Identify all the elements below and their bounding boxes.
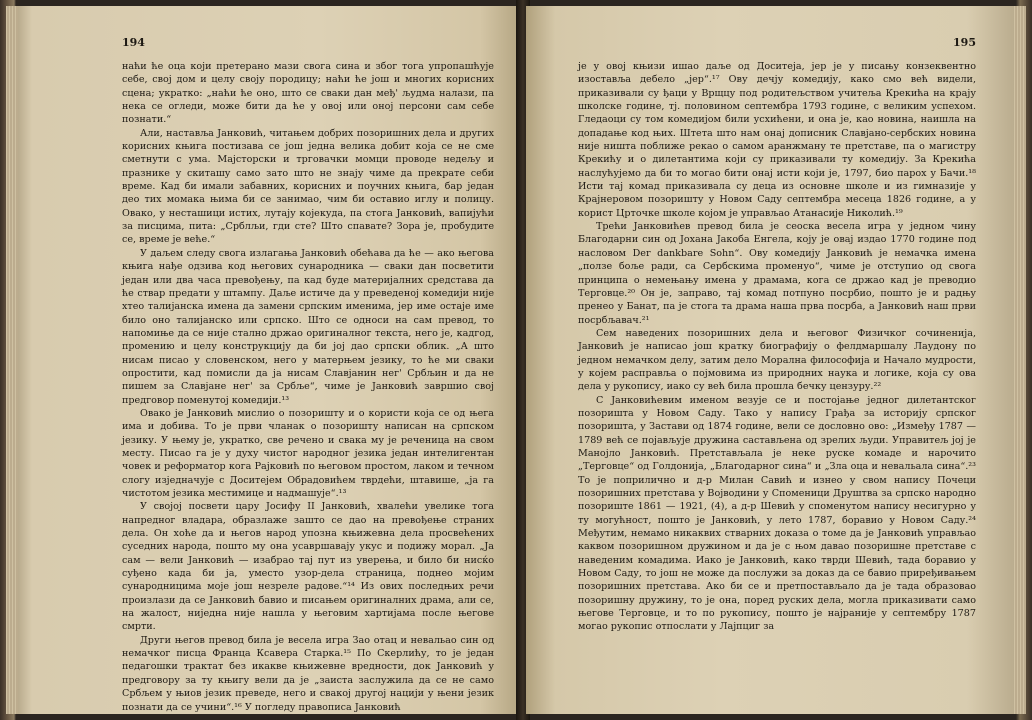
- paragraph: наћи ће оца који претерано мази свога сина и због тога упропашћује себе, свој дом и целу своју породицу; наћи ће још и многих корисних сцена; укратко: „наћи ће оно, што се сваки дан међ' људма налази, па нека се огледи, може бити да ће у овој или оној персони сам себе познати.“: [122, 61, 494, 126]
- paragraph: је у овој књизи ишао даље од Доситеја, јер је у писању конзеквентно изоставља дебело „јер“.¹⁷ Ову дечју комедију, како смо већ видели, приказивали су ђаци у Врщцу под родитељством учитеља Крекића на крају школске године, тј. половином септембра 1793 године, с великим успехом. Гледаоци су том комедијом били усхићени, и она је, као новина, наишла на допадање код њих. Штета што нам онај дописник Славјано-сербских новина није ништа поближе рекао о самом аранжману те претставе, па о магистру Крекићу и о дилетантима који су приказивали ту комедију. За Крекића наслућујемо да би то могао бити онај исти који је, 1797, био парох у Бачи.¹⁸ Исти тај комад приказивала су деца из основне школе и из гимназије у Крајнеровом позоришту у Новом Саду септембра месеца 1826 године, а у корист Црточке школе којом је управљао Атанасије Николић.¹⁹: [578, 61, 976, 219]
- paragraph: Сем наведених позоришних дела и његовог Физичког сочиненија, Јанковић је написао још кратку биографију о фелдмаршалу Лаудону по једном немачком делу, затим дело Морална философија и Начало мудрости, у којем расправља о појмовима из природних наука и логике, која су ова дела у рукопису, иако су већ била прошла бечку цензуру.²²: [578, 327, 976, 393]
- left-page-edges: [6, 6, 18, 714]
- left-page-text: [122, 60, 494, 714]
- left-page-number: 194: [122, 36, 145, 49]
- paragraph: Трећи Јанковићев превод била је сеоска весела игра у једном чину Благодарни син од Јохана Јакоба Енгела, коју је овај издао 1770 године под насловом Der dankbare Sohn“. Ову комедију Јанковић је немачка имена „ползе боље ради, са Сербскима променуо“, чиме је отступио од свога принципа о немењању имена у драмама, кога се држао кад је преводио Терговце.²⁰ Он је, заправо, тај комад потпуно посрбио, пошто је и радњу пренео у Банат, па је стога та драма наша прва посрба, а Јанковић наш први посрбљавач.²¹: [578, 221, 976, 326]
- paragraph: У даљем следу свога излагања Јанковић обећава да ће — ако његова књига нађе одзива код његових сународника — сваки дан посветити један или два часа превођењу, па кад буде материјалних средстава да ће ствар предати у штампу. Даље истиче да у преведеној комедији није хтео талијанска имена да замени српским именима, јер име остаје име било оно талијанско или српско. Што се односи на сам превод, то напомиње да се није стално држао оригиналног текста, него је, кадгод, промению и целу конструкцију да би јој дао српски облик. „А што нисам писао у словенском, него у матерњем језику, то ће ми сваки опростити, кад помисли да ја нисам Славјанин нег' Србљин и да не пишем за Славјане нег' за Србље“, чиме је Јанковић завршио свој предговор поменутој комедији.¹³: [122, 247, 494, 406]
- paragraph: Овако је Јанковић мислио о позоришту и о користи која се од њега има и добива. То је први чланак о позоришту написан на српском језику. У њему је, укратко, све речено и свака му је реченица на свом месту. Писао га је у духу чистог народног језика један интелигентан човек и реформатор кога Рајковић по његовом простом, лаком и течном слогу изједначује с Доситејем Обрадовићем тврдећи, штавише, „ја га чистотом језика местимице и надмашује“.¹³: [122, 407, 494, 499]
- paragraph: Други његов превод била је весела игра Зао отац и невальао син од немачког писца Франца Ксавера Старка.¹⁵ По Скерлићу, то је један педагошки трактат без икакве књижевне вредности, док Јанковић у предговору за ту књигу вели да је „заиста заслужила да се не само Србљем у њиов језик преведе, него и свакој другој нацији у њени језик познати да се учини“.¹⁶ У погледу правописа Јанковић: [122, 634, 494, 713]
- right-page-edges: [1014, 6, 1026, 714]
- right-page: [526, 6, 1016, 714]
- paragraph: Али, наставља Јанковић, читањем добрих позоришних дела и других корисних књига постизава се још једна велика добит која се не сме сметнути с ума. Мајсторски и трговачки момци проводе недељу и празнике у скиташу само зато што не знају чиме да прекрате себи време. Кад би имали забавних, корисних и поучних књига, бар један део тих момака њима би се занимао, чим би оставио иглу и полицу. Овако, у несташици истих, лутају којекуда, па стога Јанковић, вапијући за писцима, пита: „Срблљи, гди сте? Што спавате? Зора је, пробудите се, време је веће.“: [122, 127, 494, 246]
- right-page-number: 195: [953, 36, 976, 49]
- left-page: [18, 6, 520, 714]
- right-page-text: [578, 60, 976, 634]
- paragraph: С Јанковићевим именом везује се и постојање једног дилетантског позоришта у Новом Саду. Тако у напису Грађа за историју српског позоришта, у Застави од 1874 године, вели се дословно ово: „Између 1787 — 1789 већ се појављује дружина састављена од зрелих људи. Управитељ јој је Манојло Јанковић. Претстављала је неке руске комаде и нарочито „Терговце“ од Голдонија, „Благодарног сина“ и „Зла оца и невальала сина“.²³ То је поприлично и д-р Милан Савић и изнео у свом напису Почеци позоришних претстава у Војводини у Споменици Друштва за српско народно позориште 1861 — 1921, (4), а д-р Шевић у споменутом напису несигурно у ту могућност, пошто је Јанковић, у лето 1787, боравио у Новом Саду.²⁴ Међутим, немамо никаквих стварних доказа о томе да је Јанковић управљао каквом позоришном дружином и да је с њом давао позоришне претставе с наведеним комадима. Иако је Јанковић, како тврди Шевић, тада боравио у Новом Саду, то још не може да послужи за доказ да се бавио приређивањем позоришних претстава. Ако би се и претпостављало да је тада образовао позоришну дружину, то је она, поред руских дела, могла приказивати само његове Терговце, и то по рукопису, пошто је најраније у септембру 1787 могао рукопис отпослати у Лајпциг за: [578, 394, 976, 633]
- paragraph: У својој посвети цару Јосифу II Јанковић, хвалећи увелике тога напредног владара, образлаже зашто се дао на превођење страних дела. Он хоће да и његов народ упозна књижевна дела просвећених суседних народа, пошто му она усавршавају укус и подижу морал. „Ја сам — вели Јанковић — изабрао тај пут из уверења, и било би нисќо суђено када би ја, уместо узор-дела страница, поднео мојим сународницима моје још незреле радове.“¹⁴ Из ових последњих речи произлази да се Јанковић бавио и писањем оригиналних драма, али се, на жалост, ниједна није нашла у његовим хартијама после његове смрти.: [122, 501, 494, 633]
